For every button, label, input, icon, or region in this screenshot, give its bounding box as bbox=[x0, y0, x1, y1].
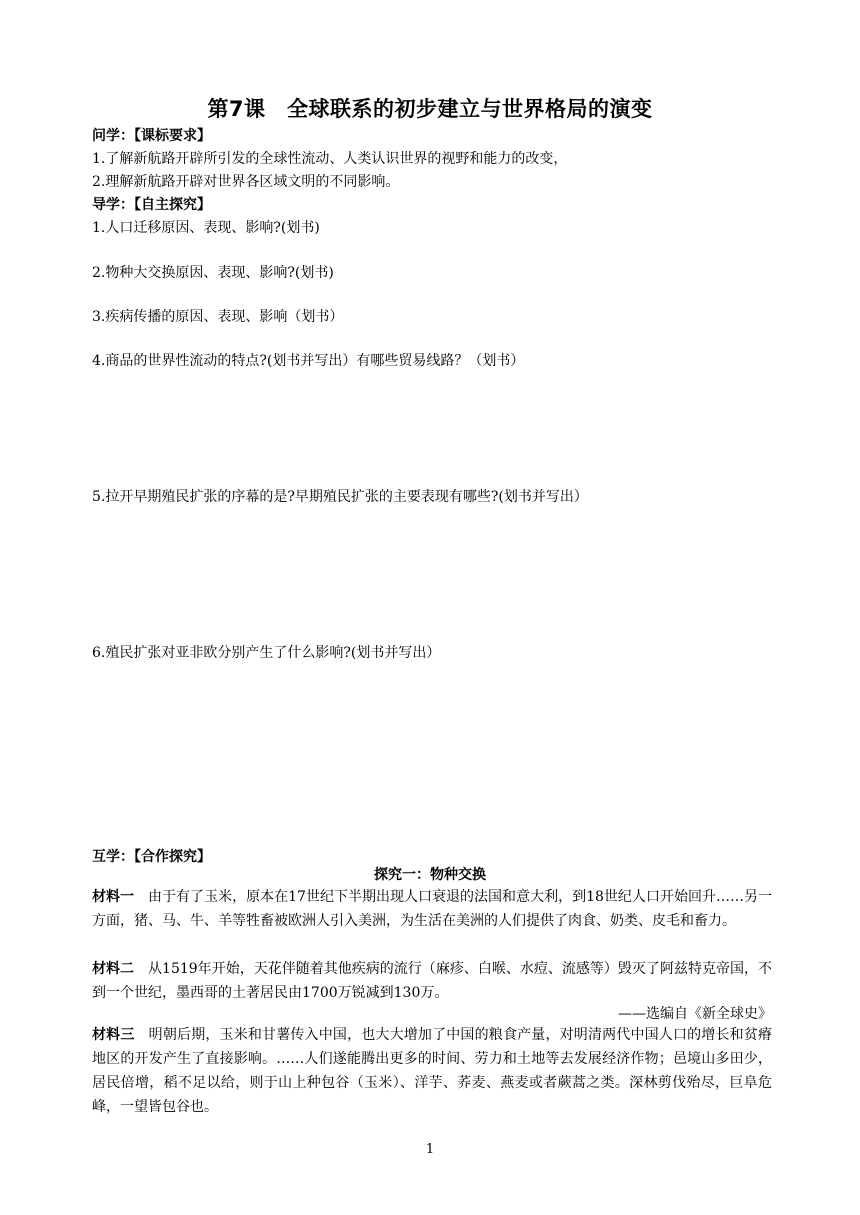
material-label: 材料二 bbox=[92, 961, 135, 977]
material-text: 明朝后期，玉米和甘薯传入中国，也大大增加了中国的粮食产量，对明清两代中国人口的增长和贫瘠地区的开发产生了直接影响。……人们遂能腾出更多的时间、劳力和土地等去发展经济作物；邑境山多田少，居民倍增，稻不足以给，则于山上种包谷（玉米）、洋芋、荞麦、燕麦或者蕨蒿之类。深林剪伐殆尽，巨阜危峰，一望皆包谷也。 bbox=[92, 1027, 773, 1115]
requirement-item: 1.了解新航路开辟所引发的全球性流动、人类认识世界的视野和能力的改变， bbox=[92, 151, 568, 167]
material-text: 从1519年开始，天花伴随着其他疾病的流行（麻疹、白喉、水痘、流感等）毁灭了阿兹特克帝国，不到一个世纪，墨西哥的土著居民由1700万锐减到130万。 bbox=[92, 961, 772, 1001]
material-text: 由于有了玉米，原本在17世纪下半期出现人口衰退的法国和意大利，到18世纪人口开始回升……另一方面，猪、马、牛、羊等牲畜被欧洲人引入美洲，为生活在美洲的人们提供了肉食、奶类、皮毛和畜力。 bbox=[92, 889, 772, 929]
material-block bbox=[92, 957, 772, 1005]
lesson-title: 第7课 全球联系的初步建立与世界格局的演变 bbox=[207, 97, 653, 121]
requirement-item: 2.理解新航路开辟对世界各区域文明的不同影响。 bbox=[92, 174, 400, 190]
page-number: 1 bbox=[425, 1142, 435, 1157]
wenxue-heading: 问学：【课标要求】 bbox=[92, 128, 211, 144]
material-label: 材料三 bbox=[92, 1027, 135, 1043]
question-item: 4.商品的世界性流动的特点?(划书并写出）有哪些贸易线路？（划书） bbox=[92, 353, 525, 369]
daoxue-heading: 导学：【自主探究】 bbox=[92, 197, 211, 213]
inquiry-topic: 探究一：物种交换 bbox=[374, 867, 486, 883]
material-source: ——选编自《新全球史》 bbox=[618, 1006, 772, 1022]
material-block bbox=[92, 1023, 772, 1119]
question-item: 6.殖民扩张对亚非欧分别产生了什么影响?(划书并写出） bbox=[92, 645, 441, 661]
material-label: 材料一 bbox=[92, 889, 135, 905]
material-block bbox=[92, 885, 772, 933]
question-item: 5.拉开早期殖民扩张的序幕的是?早期殖民扩张的主要表现有哪些?(划书并写出） bbox=[92, 489, 588, 505]
huxue-heading: 互学：【合作探究】 bbox=[92, 849, 211, 865]
question-item: 3.疾病传播的原因、表现、影响（划书） bbox=[92, 309, 344, 325]
question-item: 1.人口迁移原因、表现、影响?(划书) bbox=[92, 220, 320, 236]
question-item: 2.物种大交换原因、表现、影响?(划书) bbox=[92, 265, 334, 281]
